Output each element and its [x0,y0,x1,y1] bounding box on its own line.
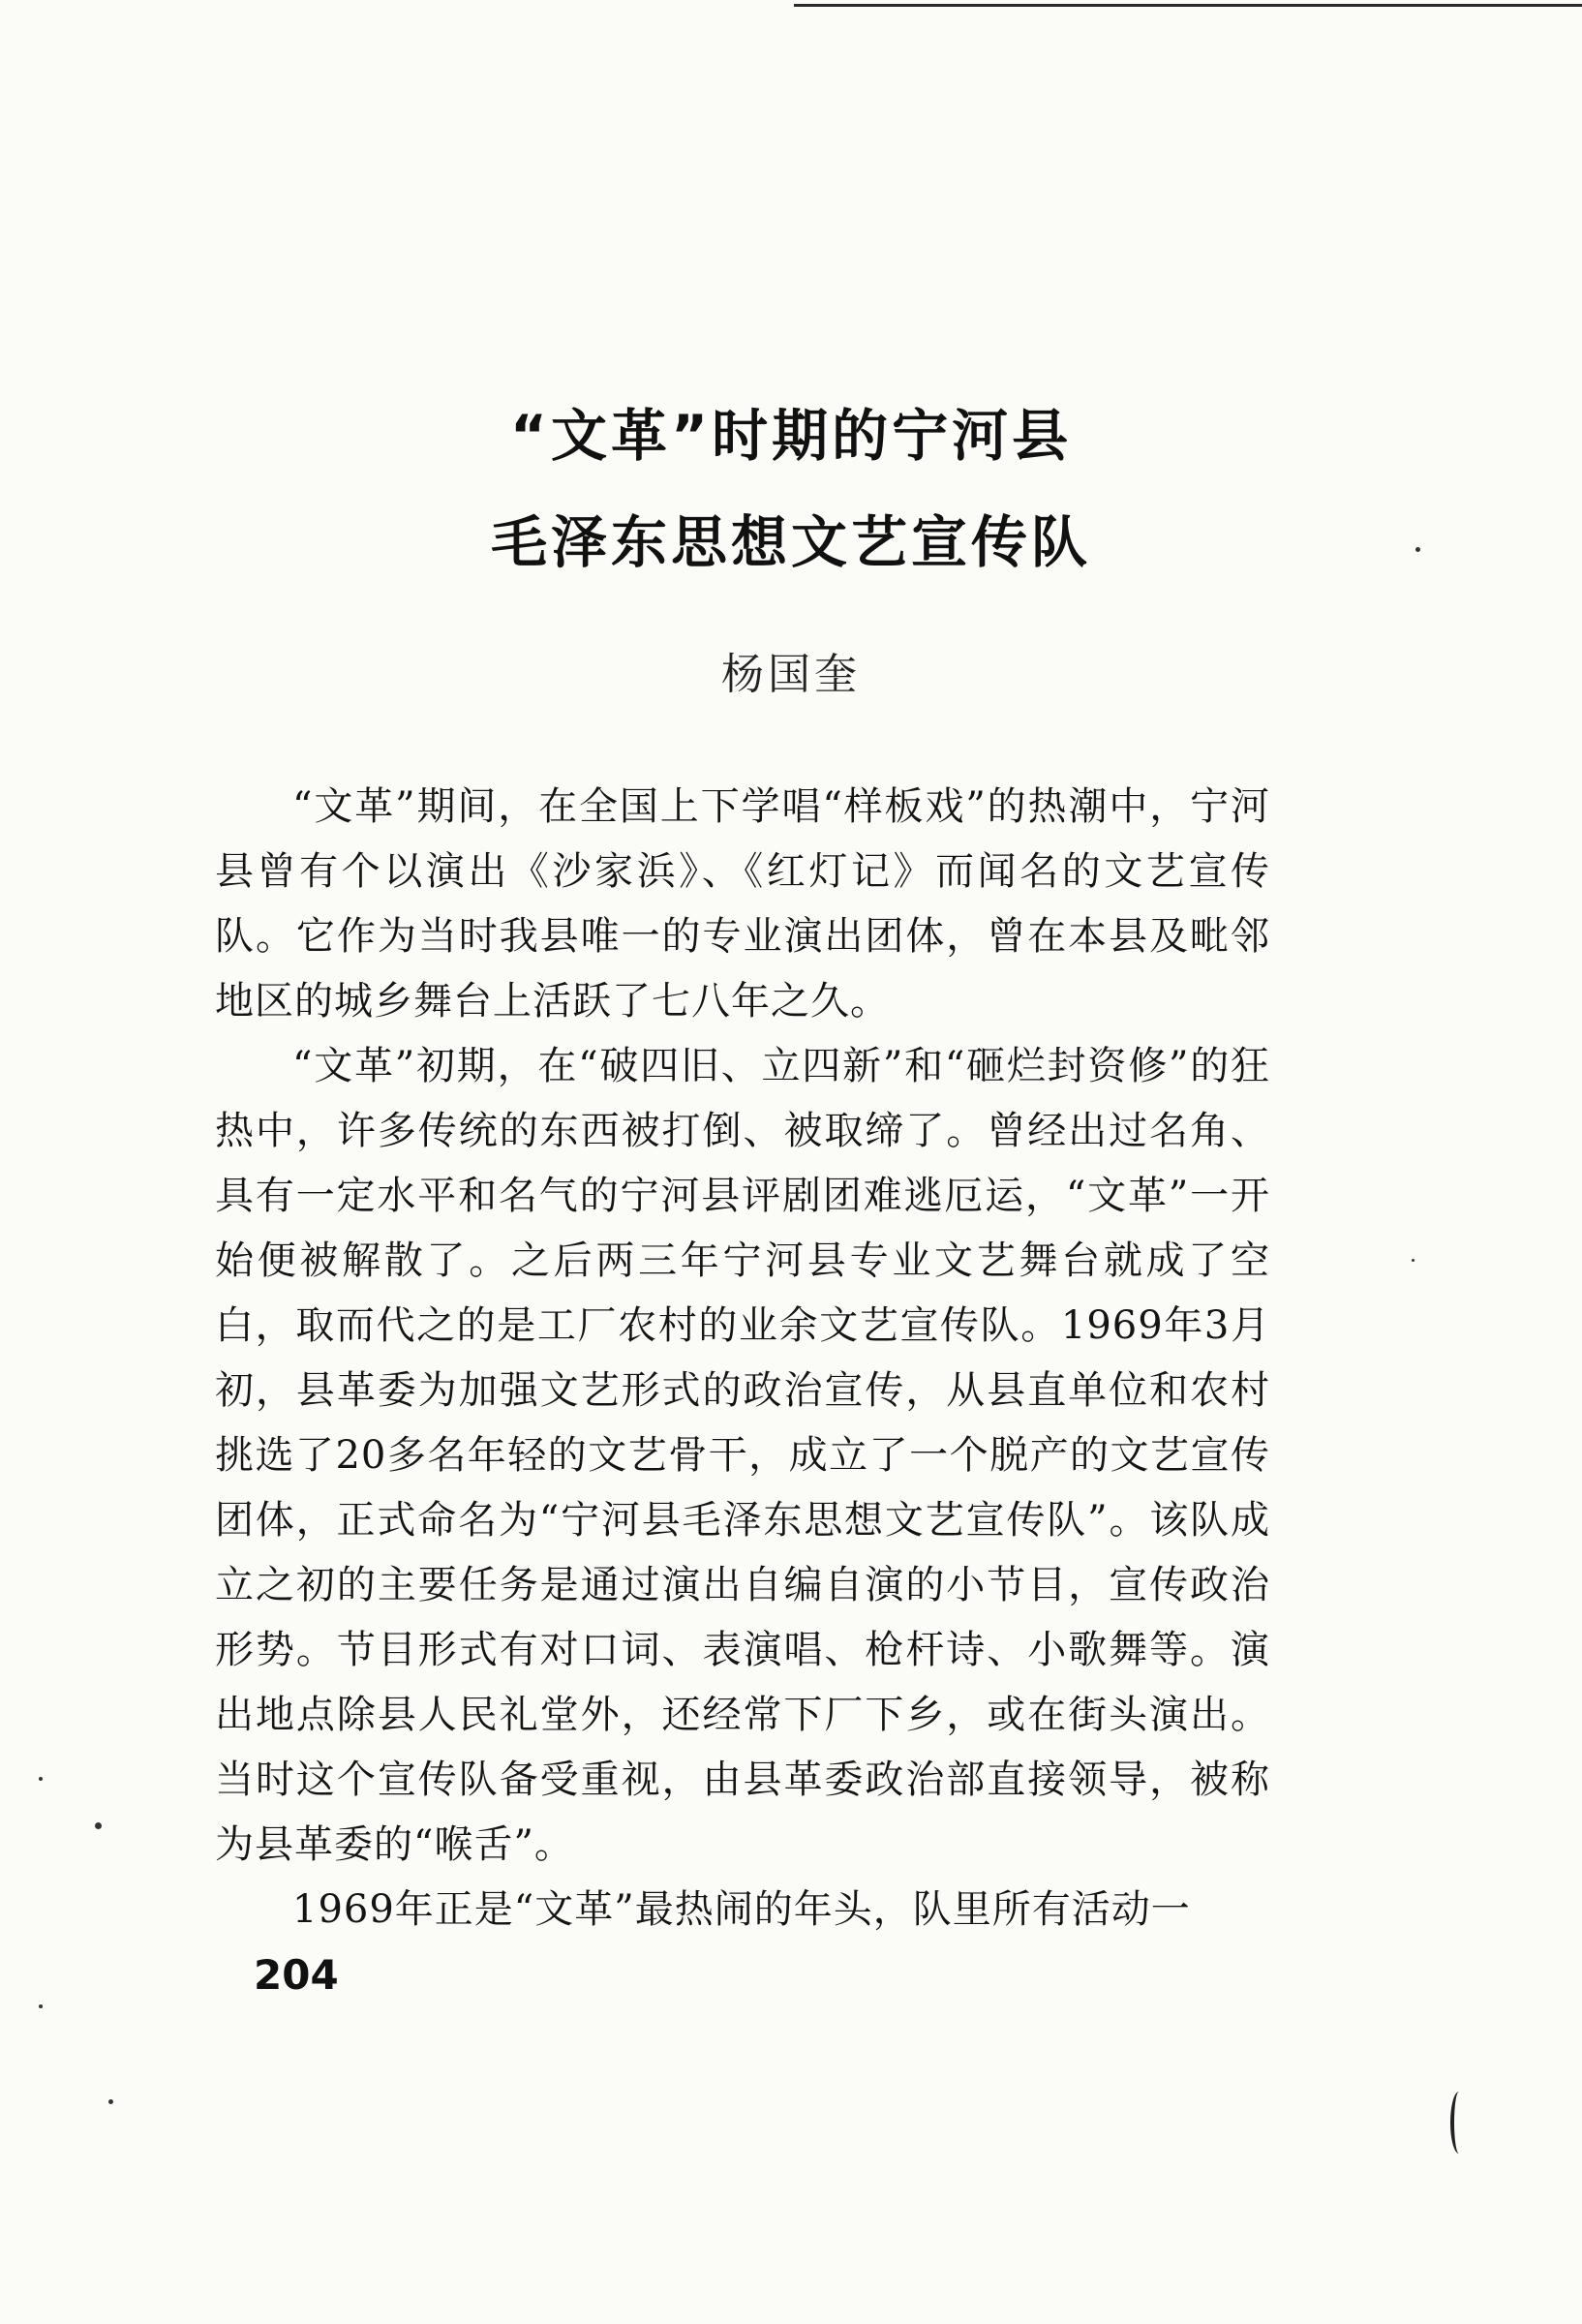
paragraph-2: “文革”初期，在“破四旧、立四新”和“砸烂封资修”的狂热中，许多传统的东西被打倒、被取缔了。曾经出过名角、具有一定水平和名气的宁河县评剧团难逃厄运，“文革”一开始便被解散了。之后两三年宁河县专业文艺舞台就成了空白，取而代之的是工厂农村的业余文艺宣传队。1969年3月初，县革委为加强文艺形式的政治宣传，从县直单位和农村挑选了20多名年轻的文艺骨干，成立了一个脱产的文艺宣传团体，正式命名为“宁河县毛泽东思想文艺宣传队”。该队成立之初的主要任务是通过演出自编自演的小节目，宣传政治形势。节目形式有对口词、表演唱、枪杆诗、小歌舞等。演出地点除县人民礼堂外，还经常下厂下乡，或在街头演出。当时这个宣传队备受重视，由县革委政治部直接领导，被称为县革委的“喉舌”。 [215,1044,1270,1867]
title-line-1: “文革”时期的宁河县 [509,403,1073,469]
article-title [0,382,1582,596]
scan-speck [39,2004,43,2008]
top-rule [794,4,1582,7]
scan-speck [39,1777,43,1781]
author-name: 杨国奎 [721,650,861,699]
paragraph-3: 1969年正是“文革”最热闹的年头，队里所有活动一 [292,1887,1191,1932]
article-body [215,775,1270,1942]
paragraph-1: “文革”期间，在全国上下学唱“样板戏”的热潮中，宁河县曾有个以演出《沙家浜》、《红灯记》而闻名的文艺宣传队。它作为当时我县唯一的专业演出团体，曾在本县及毗邻地区的城乡舞台上活跃了七八年之久。 [215,784,1270,1024]
scan-speck [1412,1259,1415,1262]
margin-mark [1450,2092,1468,2154]
scan-speck [95,1822,102,1829]
page-number: 204 [254,1951,339,1999]
scan-speck [1415,547,1420,552]
title-line-2: 毛泽东思想文艺宣传队 [490,509,1091,575]
scan-speck [108,2099,113,2104]
